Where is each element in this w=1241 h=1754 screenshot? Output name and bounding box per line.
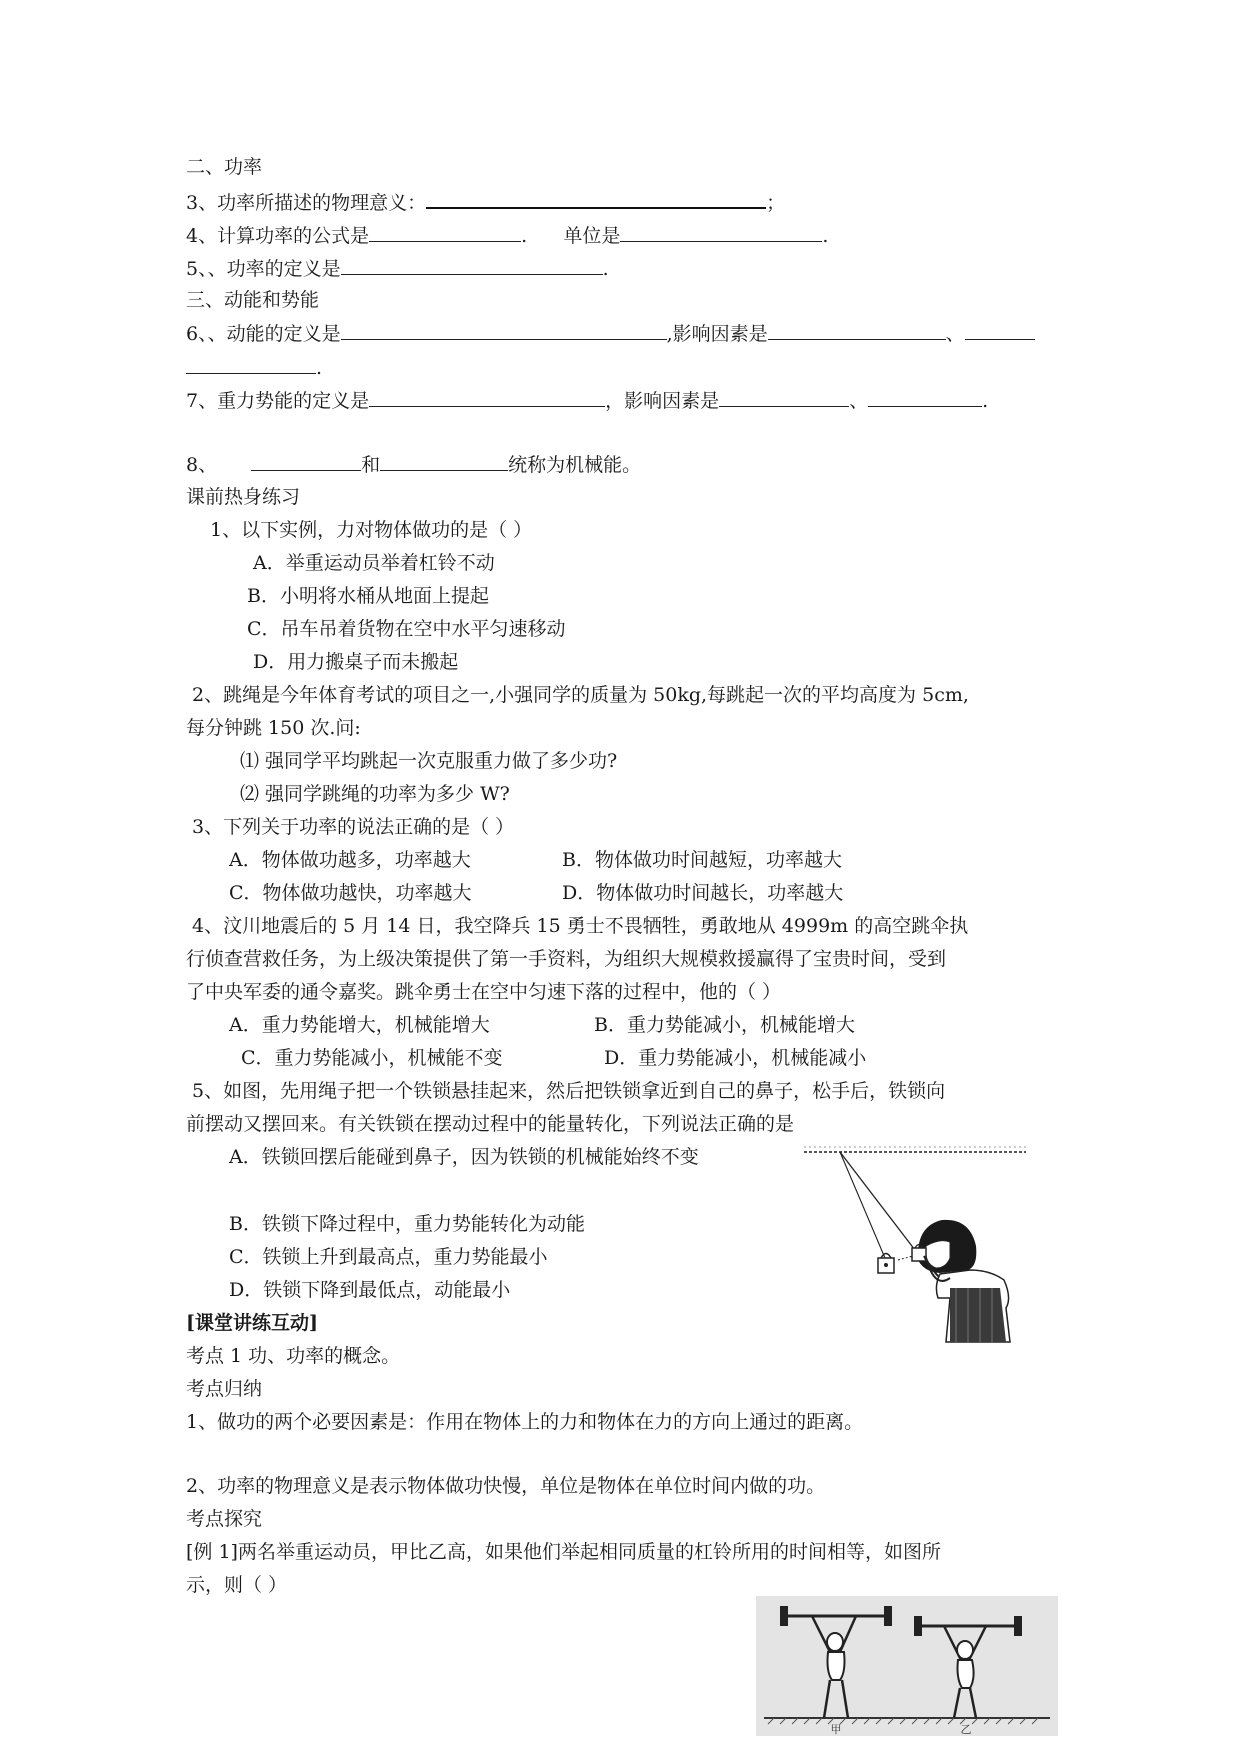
- warmup-q4-option-b: B．重力势能减小，机械能增大: [594, 1014, 855, 1036]
- section-heading-power: 二、功率: [186, 156, 263, 178]
- warmup-q5-option-b: B．铁锁下降过程中，重力势能转化为动能: [229, 1213, 585, 1235]
- warmup-q5-stem-line1: 5、如图，先用绳子把一个铁锁悬挂起来，然后把铁锁拿近到自己的鼻子，松手后，铁锁向: [192, 1080, 946, 1102]
- warmup-q5-option-c: C．铁锁上升到最高点，重力势能最小: [229, 1246, 548, 1268]
- warmup-q3-option-c: C．物体做功越快，功率越大: [229, 882, 472, 904]
- exam-point-summary-heading: 考点归纳: [186, 1378, 263, 1400]
- answer-blank[interactable]: [369, 223, 521, 242]
- warmup-heading: 课前热身练习: [186, 486, 301, 508]
- answer-blank[interactable]: [251, 452, 361, 471]
- pendulum-lock-figure: [800, 1138, 1030, 1343]
- warmup-q5-option-d: D．铁锁下降到最低点，动能最小: [229, 1279, 511, 1301]
- question-7: 7、重力势能的定义是 ，影响因素是 、 .: [186, 390, 989, 412]
- question-8-number: 8、: [186, 454, 218, 476]
- warmup-q3-option-a: A．物体做功越多，功率越大: [229, 849, 471, 871]
- warmup-q5-option-a: A．铁锁回摆后能碰到鼻子，因为铁锁的机械能始终不变: [229, 1146, 699, 1168]
- warmup-q1-stem: 1、以下实例，力对物体做功的是（ ）: [210, 519, 533, 541]
- warmup-q1-option-b: B．小明将水桶从地面上提起: [247, 585, 489, 607]
- classroom-heading: [课堂讲练互动]: [186, 1312, 318, 1334]
- figure-label-jia: 甲: [830, 1723, 842, 1736]
- question-8: 8、 和 统称为机械能。: [186, 454, 642, 476]
- warmup-q2-stem-line2: 每分钟跳 150 次.问:: [186, 717, 361, 739]
- question-5-text: 5、、功率的定义是: [186, 258, 341, 280]
- exam-point-1: 考点 1 功、功率的概念。: [186, 1345, 401, 1367]
- question-4: 4、计算功率的公式是 . 单位是 .: [186, 225, 829, 247]
- warmup-q4-option-a: A．重力势能增大，机械能增大: [229, 1014, 490, 1036]
- warmup-q3-option-b: B．物体做功时间越短，功率越大: [562, 849, 842, 871]
- answer-blank[interactable]: [620, 223, 822, 242]
- warmup-q2-part2: ⑵ 强同学跳绳的功率为多少 W?: [240, 783, 510, 805]
- section-heading-energy: 三、动能和势能: [186, 289, 320, 311]
- summary-item-2: 2、功率的物理意义是表示物体做功快慢，单位是物体在单位时间内做的功。: [186, 1475, 826, 1497]
- answer-blank[interactable]: [341, 321, 667, 340]
- answer-blank[interactable]: [965, 321, 1035, 340]
- warmup-q4-option-d: D．重力势能减小，机械能减小: [604, 1047, 867, 1069]
- warmup-q3-option-d: D．物体做功时间越长，功率越大: [562, 882, 844, 904]
- warmup-q2-stem-line1: 2、跳绳是今年体育考试的项目之一,小强同学的质量为 50kg,每跳起一次的平均高度为 5cm,: [192, 684, 969, 706]
- answer-blank[interactable]: [380, 452, 508, 471]
- question-3-text: 3、功率所描述的物理意义：: [186, 192, 427, 214]
- warmup-q4-stem-line2: 行侦查营救任务，为上级决策提供了第一手资料，为组织大规模救援赢得了宝贵时间，受到: [186, 948, 947, 970]
- answer-blank[interactable]: [341, 256, 603, 275]
- warmup-q5-stem-line2: 前摆动又摆回来。有关铁锁在摆动过程中的能量转化，下列说法正确的是: [186, 1113, 795, 1135]
- warmup-q2-part1: ⑴ 强同学平均跳起一次克服重力做了多少功?: [240, 750, 618, 772]
- answer-blank[interactable]: [868, 388, 982, 407]
- answer-blank[interactable]: [426, 189, 766, 209]
- warmup-q3-stem: 3、下列关于功率的说法正确的是（ ）: [192, 816, 515, 838]
- warmup-q4-stem-line1: 4、汶川地震后的 5 月 14 日，我空降兵 15 勇士不畏牺牲，勇敢地从 4999m 的高空跳伞执: [192, 915, 969, 937]
- warmup-q1-option-a: A．举重运动员举着杠铃不动: [253, 552, 495, 574]
- question-6: 6、、动能的定义是 ,影响因素是 、: [186, 321, 1035, 346]
- exam-explore-heading: 考点探究: [186, 1508, 263, 1530]
- question-6-text: 6、、动能的定义是: [186, 323, 341, 345]
- question-4-text: 4、计算功率的公式是: [186, 225, 370, 247]
- figure-label-yi: 乙: [960, 1723, 972, 1736]
- example-1-line2: 示，则（ ）: [186, 1574, 288, 1596]
- warmup-q4-stem-line3: 了中央军委的通令嘉奖。跳伞勇士在空中匀速下落的过程中，他的（ ）: [186, 981, 782, 1003]
- question-6-continued: .: [186, 355, 322, 380]
- question-5: 5、、功率的定义是 .: [186, 258, 609, 280]
- answer-blank[interactable]: [369, 388, 605, 407]
- answer-blank[interactable]: [719, 388, 849, 407]
- warmup-q1-option-c: C．吊车吊着货物在空中水平匀速移动: [247, 618, 566, 640]
- answer-blank[interactable]: [768, 321, 946, 340]
- question-7-text: 7、重力势能的定义是: [186, 390, 370, 412]
- answer-blank[interactable]: [186, 355, 316, 374]
- question-3: 3、功率所描述的物理意义： ；: [186, 189, 785, 215]
- warmup-q1-option-d: D．用力搬桌子而未搬起: [253, 651, 459, 673]
- summary-item-1: 1、做功的两个必要因素是：作用在物体上的力和物体在力的方向上通过的距离。: [186, 1411, 864, 1433]
- example-1-line1: [例 1]两名举重运动员，甲比乙高，如果他们举起相同质量的杠铃所用的时间相等，如图所: [186, 1541, 941, 1563]
- warmup-q4-option-c: C．重力势能减小，机械能不变: [241, 1047, 503, 1069]
- weightlifters-figure: [756, 1596, 1058, 1736]
